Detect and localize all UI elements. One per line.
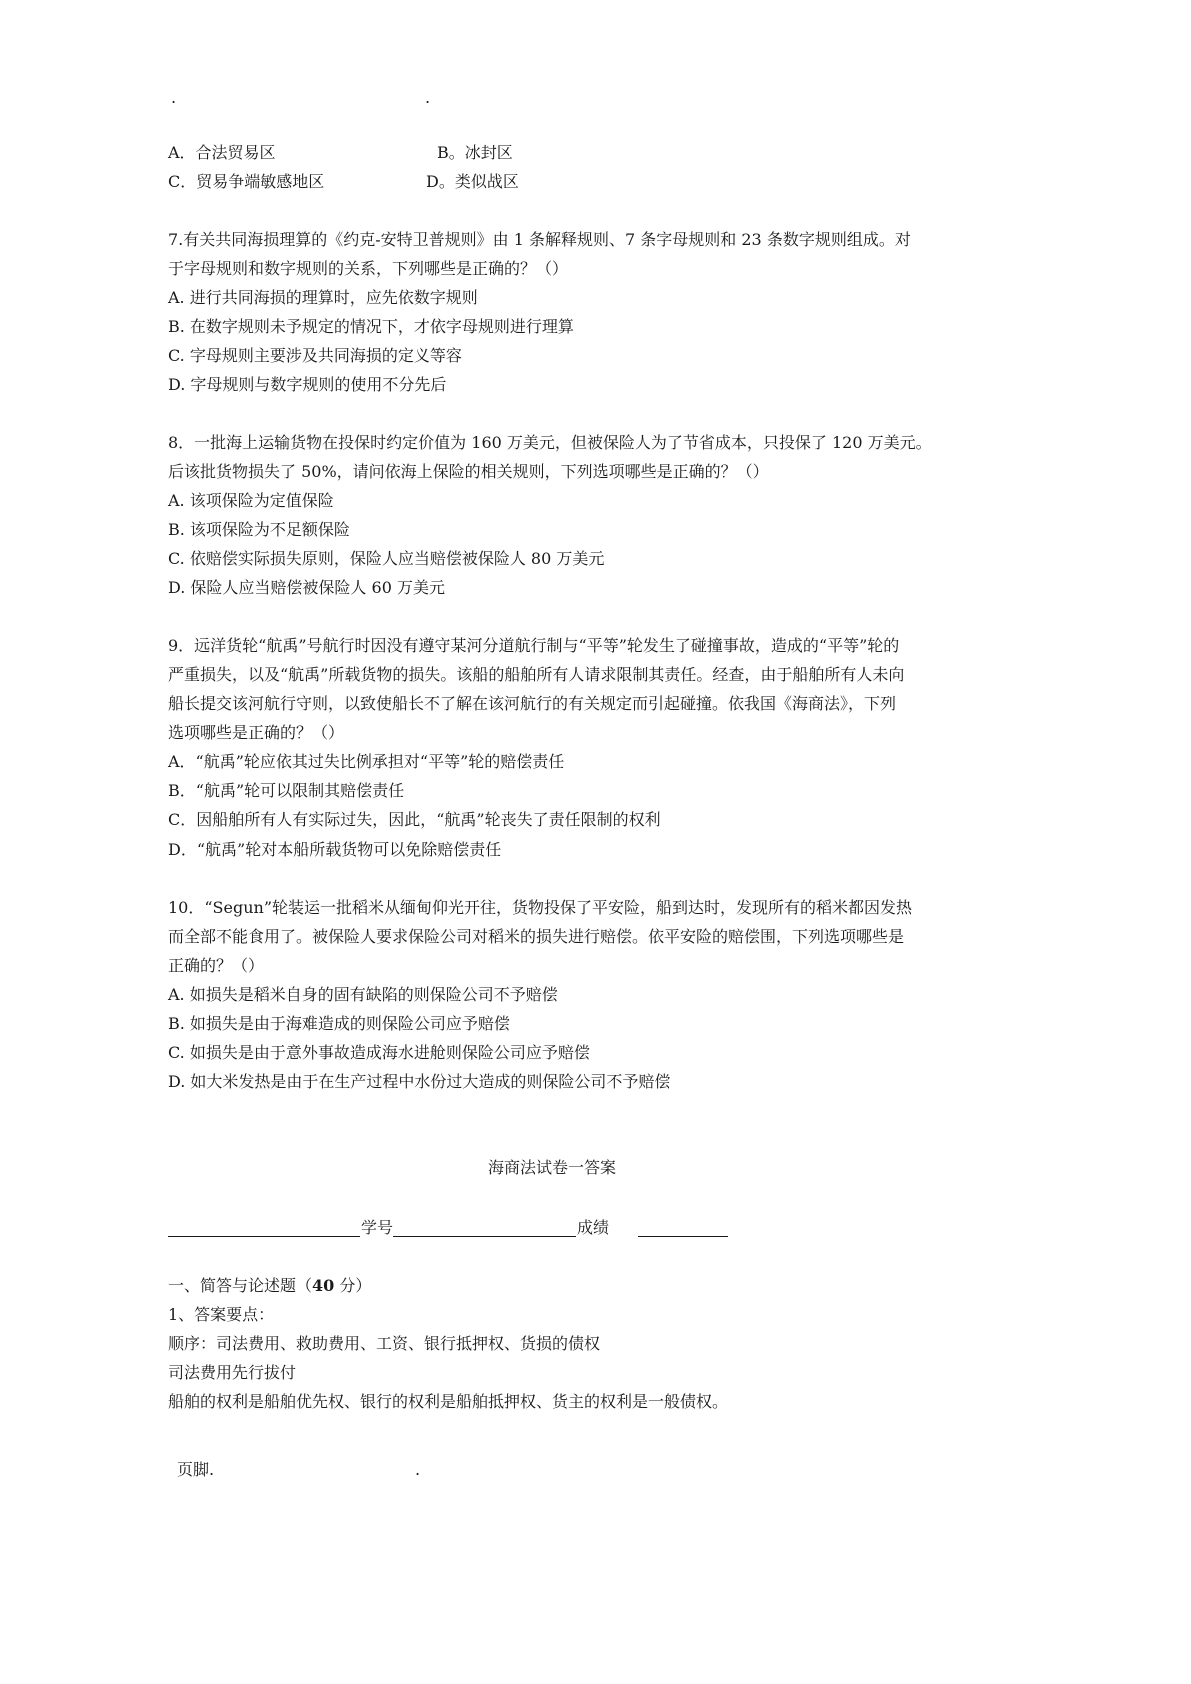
section-heading — [168, 1276, 371, 1296]
answer-text: 船舶的权利是船舶优先权、银行的权利是船舶抵押权、货主的权利是一般债权。 — [168, 1392, 729, 1411]
question-text: 选项哪些是正确的？（） — [168, 723, 345, 742]
option-d: D．“航禹”轮对本船所载货物可以免除赔偿责任 — [168, 840, 502, 859]
question-text: 9．远洋货轮“航禹”号航行时因没有遵守某河分道航行制与“平等”轮发生了碰撞事故，造成的“平等”轮的 — [168, 636, 900, 655]
answer-text: 顺序：司法费用、救助费用、工资、银行抵押权、货损的债权 — [168, 1334, 601, 1353]
footer-label: 页脚. — [177, 1460, 215, 1479]
option-b: B。冰封区 — [437, 143, 513, 162]
section-heading-prefix: 一、简答与论述题（ — [168, 1276, 313, 1295]
question-text: 而全部不能食用了。被保险人要求保险公司对稻米的损失进行赔偿。依平安险的赔偿围，下列选项哪些是 — [168, 927, 905, 946]
option-a: A．合法贸易区 — [168, 143, 276, 162]
answer-text: 司法费用先行拔付 — [168, 1363, 297, 1382]
section-heading-suffix: 分） — [334, 1276, 372, 1295]
option-c: C. 依赔偿实际损失原则，保险人应当赔偿被保险人 80 万美元 — [168, 549, 605, 568]
option-d: D. 保险人应当赔偿被保险人 60 万美元 — [168, 578, 445, 597]
student-id-label: 学号 — [361, 1218, 394, 1237]
question-text: 8．一批海上运输货物在投保时约定价值为 160 万美元，但被保险人为了节省成本，只投保了 120 万美元。 — [168, 433, 932, 452]
option-b: B. 在数字规则未予规定的情况下，才依字母规则进行理算 — [168, 317, 574, 336]
option-a: A. 如损失是稻米自身的固有缺陷的则保险公司不予赔偿 — [168, 985, 558, 1004]
question-text: 正确的？（） — [168, 956, 265, 975]
option-d: D. 如大米发热是由于在生产过程中水份过大造成的则保险公司不予赔偿 — [168, 1072, 671, 1091]
answer-title: 海商法试卷一答案 — [488, 1158, 617, 1177]
header-dot-right: . — [425, 88, 431, 107]
option-b: B. 该项保险为不足额保险 — [168, 520, 350, 539]
name-blank-line — [168, 1236, 360, 1237]
question-text: 7.有关共同海损理算的《约克-安特卫普规则》由 1 条解释规则、7 条字母规则和 23 条数字规则组成。对 — [168, 230, 911, 249]
option-c: C．因船舶所有人有实际过失，因此，“航禹”轮丧失了责任限制的权利 — [168, 810, 661, 829]
option-c: C. 如损失是由于意外事故造成海水进舱则保险公司应予赔偿 — [168, 1043, 590, 1062]
option-a: A. 进行共同海损的理算时，应先依数字规则 — [168, 288, 478, 307]
score-blank-line — [638, 1236, 728, 1237]
footer-dot: . — [415, 1460, 421, 1479]
option-a: A. 该项保险为定值保险 — [168, 491, 334, 510]
student-id-blank-line — [393, 1236, 576, 1237]
option-b: B．“航禹”轮可以限制其赔偿责任 — [168, 781, 405, 800]
question-text: 船长提交该河航行守则，以致使船长不了解在该河航行的有关规定而引起碰撞。依我国《海商法》，下列 — [168, 694, 897, 713]
option-d: D。类似战区 — [426, 172, 519, 191]
answer-item-1: 1、答案要点： — [168, 1305, 275, 1324]
question-text: 于字母规则和数字规则的关系，下列哪些是正确的？（） — [168, 259, 569, 278]
question-text: 10．“Segun”轮装运一批稻米从缅甸仰光开往，货物投保了平安险，船到达时，发现所有的稻米都因发热 — [168, 898, 913, 917]
header-dot-left: . — [171, 88, 177, 107]
score-label: 成绩 — [577, 1218, 610, 1237]
option-a: A．“航禹”轮应依其过失比例承担对“平等”轮的赔偿责任 — [168, 752, 565, 771]
question-text: 后该批货物损失了 50%，请问依海上保险的相关规则，下列选项哪些是正确的？（） — [168, 462, 769, 481]
option-b: B. 如损失是由于海难造成的则保险公司应予赔偿 — [168, 1014, 510, 1033]
option-c: C．贸易争端敏感地区 — [168, 172, 325, 191]
option-d: D. 字母规则与数字规则的使用不分先后 — [168, 375, 447, 394]
option-c: C. 字母规则主要涉及共同海损的定义等容 — [168, 346, 462, 365]
section-points: 40 — [312, 1276, 335, 1295]
question-text: 严重损失，以及“航禹”所载货物的损失。该船的船舶所有人请求限制其责任。经查，由于船舶所有人未向 — [168, 665, 905, 684]
